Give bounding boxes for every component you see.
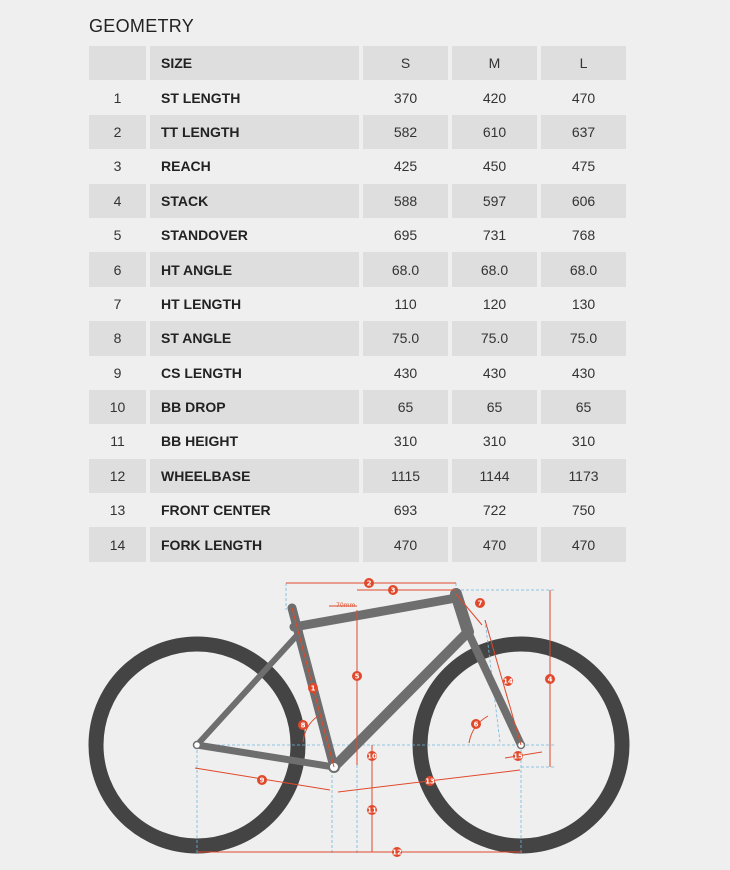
dimension-marker (367, 805, 377, 815)
dimension-marker (308, 683, 318, 693)
row-label: STACK (150, 184, 359, 218)
dimension-marker (298, 720, 308, 730)
table-row (89, 527, 626, 561)
row-number: 13 (109, 502, 126, 519)
row-label: ST ANGLE (150, 321, 359, 355)
row-value-l: 475 (571, 158, 596, 175)
row-label: TT LENGTH (150, 115, 359, 149)
table-row (89, 356, 626, 390)
row-number: 12 (89, 459, 146, 493)
row-label: STANDOVER (161, 227, 248, 244)
row-value-l: 65 (541, 390, 626, 424)
row-number: 10 (89, 390, 146, 424)
table-row (89, 321, 626, 355)
row-value-s: 425 (393, 158, 418, 175)
row-value-l: 637 (541, 115, 626, 149)
row-value-m: 65 (452, 390, 537, 424)
marker-label: 7 (477, 599, 483, 608)
dimension-marker (257, 775, 267, 785)
row-label: BB DROP (150, 390, 359, 424)
row-value-m: 75.0 (452, 321, 537, 355)
table-row (89, 218, 626, 252)
dimension-marker (471, 719, 481, 729)
marker-label: 12 (392, 848, 402, 857)
table-row (89, 184, 626, 218)
row-value-m: 722 (482, 502, 507, 519)
dimension-marker (367, 751, 377, 761)
row-value-l: 75.0 (541, 321, 626, 355)
row-value-l: 68.0 (541, 252, 626, 286)
row-value-s: 370 (393, 89, 418, 106)
table-row (89, 493, 626, 527)
row-value-l: 470 (571, 89, 596, 106)
row-number: 1 (113, 89, 122, 106)
marker-label: 13 (425, 777, 435, 786)
offset-label: 70mm (336, 602, 356, 609)
dimension-marker (475, 598, 485, 608)
table-row (89, 252, 626, 286)
row-label: FRONT CENTER (161, 502, 271, 519)
row-label: WHEELBASE (150, 459, 359, 493)
row-value-s: 310 (393, 433, 418, 450)
row-value-m: 610 (452, 115, 537, 149)
header-size-s: S (363, 46, 448, 80)
dimension-marker (388, 585, 398, 595)
row-value-m: 430 (482, 364, 507, 381)
marker-label: 10 (367, 752, 377, 761)
dimension-marker (503, 676, 513, 686)
row-value-l: 750 (571, 502, 596, 519)
row-label: FORK LENGTH (150, 527, 359, 561)
row-value-l: 470 (541, 527, 626, 561)
row-number: 4 (89, 184, 146, 218)
row-label: REACH (161, 158, 211, 175)
row-value-m: 420 (482, 89, 507, 106)
marker-label: 5 (354, 672, 360, 681)
geometry-table (85, 46, 630, 562)
row-number: 11 (110, 433, 125, 450)
row-value-s: 588 (363, 184, 448, 218)
row-value-l: 130 (571, 295, 596, 312)
header-num-cell (89, 46, 146, 80)
row-value-m: 450 (482, 158, 507, 175)
dimension-marker (392, 847, 402, 857)
row-value-s: 470 (363, 527, 448, 561)
row-label: BB HEIGHT (161, 433, 238, 450)
row-value-m: 470 (452, 527, 537, 561)
row-value-s: 110 (394, 295, 417, 312)
row-value-m: 1144 (452, 459, 537, 493)
header-size-m: M (452, 46, 537, 80)
row-value-l: 768 (571, 227, 596, 244)
header-size-label: SIZE (150, 46, 359, 80)
row-value-s: 68.0 (363, 252, 448, 286)
row-label: HT LENGTH (161, 295, 242, 312)
table-row (89, 390, 626, 424)
marker-label: 9 (259, 776, 265, 785)
row-value-l: 606 (541, 184, 626, 218)
table-row (89, 80, 626, 114)
bike-geometry-diagram (0, 570, 730, 870)
marker-label: 14 (503, 677, 513, 686)
table-header-row (89, 46, 626, 80)
page-title: GEOMETRY (89, 16, 195, 36)
marker-label: 8 (300, 721, 306, 730)
marker-label: 11 (367, 806, 377, 815)
row-number: 9 (113, 364, 122, 381)
row-value-s: 582 (363, 115, 448, 149)
row-label: ST LENGTH (161, 89, 241, 106)
dimension-marker (545, 674, 555, 684)
row-value-l: 430 (571, 364, 596, 381)
table-row (89, 115, 626, 149)
row-label: CS LENGTH (161, 364, 242, 381)
row-number: 7 (113, 295, 122, 312)
dimension-marker (352, 671, 362, 681)
marker-label: 15 (513, 752, 523, 761)
row-value-m: 731 (482, 227, 507, 244)
row-value-s: 65 (363, 390, 448, 424)
row-number: 6 (89, 252, 146, 286)
marker-label: 4 (547, 675, 553, 684)
header-size-l: L (541, 46, 626, 80)
row-value-s: 75.0 (363, 321, 448, 355)
row-value-l: 310 (571, 433, 596, 450)
table-row (89, 149, 626, 183)
dimension-marker (364, 578, 374, 588)
marker-label: 2 (366, 579, 372, 588)
dimension-marker (425, 776, 435, 786)
row-number: 5 (113, 227, 122, 244)
row-value-s: 430 (393, 364, 418, 381)
row-number: 14 (89, 527, 146, 561)
row-value-m: 310 (482, 433, 507, 450)
table-row (89, 424, 626, 458)
row-value-s: 1115 (363, 459, 448, 493)
row-value-m: 597 (452, 184, 537, 218)
table-row (89, 459, 626, 493)
rear-axle (194, 742, 201, 749)
table-row (89, 287, 626, 321)
row-value-s: 695 (393, 227, 418, 244)
dimension-marker (513, 751, 523, 761)
row-value-s: 693 (393, 502, 418, 519)
row-number: 2 (89, 115, 146, 149)
row-value-l: 1173 (541, 459, 626, 493)
row-value-m: 68.0 (452, 252, 537, 286)
marker-label: 1 (310, 684, 316, 693)
row-number: 3 (113, 158, 122, 175)
marker-label: 6 (473, 720, 479, 729)
row-label: HT ANGLE (150, 252, 359, 286)
marker-label: 3 (390, 586, 396, 595)
row-number: 8 (89, 321, 146, 355)
row-value-m: 120 (482, 295, 507, 312)
